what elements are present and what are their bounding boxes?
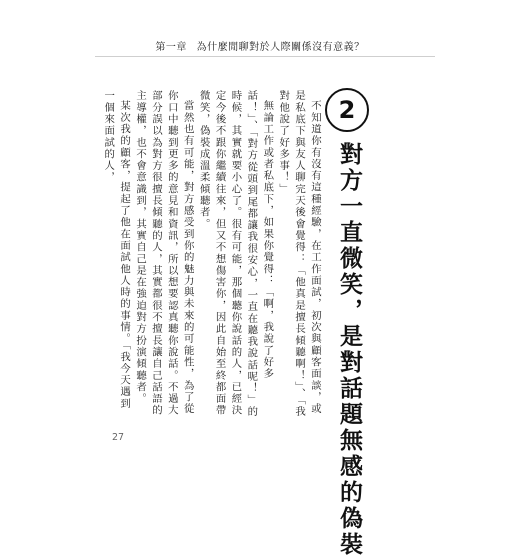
section-number-badge — [325, 88, 369, 132]
section-number: 2 — [338, 96, 356, 124]
body-paragraph: 無論工作或者私底下，如果你覺得：「啊，我說了好多話！」、「對方從頭到尾都讓我很安心，一直在聽我說話呢！」的時候，其實就要小心了。很有可能，那個聽你說話的人，已經決定今後不跟你繼續往來，但又不想傷害你，因此自始至終都面帶微笑，偽裝成溫柔傾聽者。 — [197, 90, 274, 418]
page-number: 27 — [112, 432, 125, 443]
section-headline: 對方一直微笑，是對話題無感的偽裝 — [336, 142, 362, 558]
header-divider — [95, 56, 435, 57]
chapter-label: 第一章 — [155, 42, 187, 53]
chapter-title: 為什麼閒聊對於人際關係沒有意義？ — [196, 42, 365, 53]
running-header — [0, 38, 520, 53]
body-paragraph: 某次我的顧客，提起了他在面試他人時的事情。「我今天遇到一個來面試的人， — [102, 90, 131, 410]
body-text — [102, 90, 322, 420]
body-paragraph: 當然也有可能，對方感受到你的魅力與未來的可能性，為了從你口中聽到更多的意見和資訊，所以想要認真聽你說話。不過大部分誤以為對方很擅長傾聽的人，其實都很不擅長讓自己話語的主導權，也不會意識到，其實自己是在強迫對方扮演傾聽者。 — [134, 90, 194, 417]
body-paragraph: 不知道你有沒有這種經驗，在工作面試，初次與顧客面談，或是私底下與友人聊完天後會覺得：「他真是擅長傾聽啊！」、「我對他說了好多事！」 — [277, 90, 321, 418]
